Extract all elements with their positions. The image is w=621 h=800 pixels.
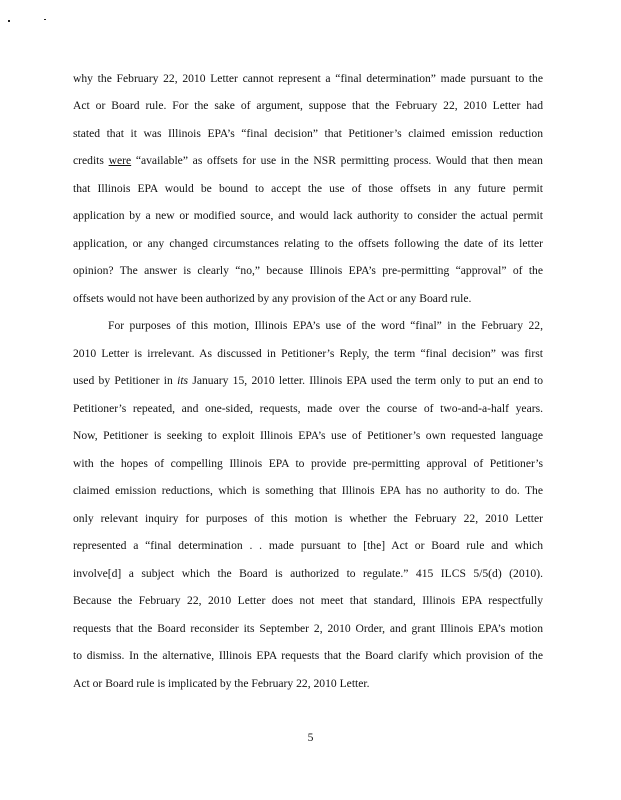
text-line: claimed emission reductions, which is something that Illinois EPA has no authority to do. The: [73, 484, 543, 497]
scan-speck: [44, 19, 46, 20]
text-line: with the hopes of compelling Illinois EPA to provide pre-permitting approval of Petitioner’s: [73, 457, 543, 470]
text-line: that Illinois EPA would be bound to accept the use of those offsets in any future permit: [73, 182, 543, 195]
italic-word: its: [177, 374, 189, 387]
text-run: January 15, 2010 letter. Illinois EPA used the term only to put an end to: [188, 374, 543, 387]
text-line: Act or Board rule is implicated by the February 22, 2010 Letter.: [73, 677, 370, 690]
text-line: represented a “final determination . . made pursuant to [the] Act or Board rule and which: [73, 539, 543, 552]
text-run: credits: [73, 154, 109, 167]
text-line: [73, 154, 543, 168]
text-line: requests that the Board reconsider its September 2, 2010 Order, and grant Illinois EPA’s motion: [73, 622, 543, 635]
text-line: application by a new or modified source, and would lack authority to consider the actual permit: [73, 209, 543, 222]
text-line: why the February 22, 2010 Letter cannot represent a “final determination” made pursuant to the: [73, 72, 543, 85]
text-line: opinion? The answer is clearly “no,” because Illinois EPA’s pre-permitting “approval” of the: [73, 264, 543, 277]
page-number: 5: [307, 731, 314, 744]
text-line: Petitioner’s repeated, and one-sided, requests, made over the course of two-and-a-half years.: [73, 402, 543, 415]
text-line: Act or Board rule. For the sake of argument, suppose that the February 22, 2010 Letter had: [73, 99, 543, 112]
text-line: offsets would not have been authorized by any provision of the Act or any Board rule.: [73, 292, 472, 305]
text-line: stated that it was Illinois EPA’s “final decision” that Petitioner’s claimed emission reduction: [73, 127, 543, 140]
scan-speck: [8, 20, 10, 22]
text-run: “available” as offsets for use in the NSR permitting process. Would that then mean: [131, 154, 543, 167]
text-line: For purposes of this motion, Illinois EPA’s use of the word “final” in the February 22,: [108, 319, 543, 332]
text-line: only relevant inquiry for purposes of this motion is whether the February 22, 2010 Letter: [73, 512, 543, 525]
underlined-word: were: [108, 154, 132, 167]
text-line: application, or any changed circumstances relating to the offsets following the date of its letter: [73, 237, 543, 250]
text-line: [73, 374, 543, 388]
text-line: to dismiss. In the alternative, Illinois EPA requests that the Board clarify which provision of the: [73, 649, 543, 662]
text-line: Because the February 22, 2010 Letter does not meet that standard, Illinois EPA respectfully: [73, 594, 543, 607]
text-run: used by Petitioner in: [73, 374, 178, 387]
text-line: 2010 Letter is irrelevant. As discussed in Petitioner’s Reply, the term “final decision” was first: [73, 347, 543, 360]
text-line: involve[d] a subject which the Board is authorized to regulate.” 415 ILCS 5/5(d) (2010).: [73, 567, 543, 580]
text-line: Now, Petitioner is seeking to exploit Illinois EPA’s use of Petitioner’s own requested language: [73, 429, 543, 442]
